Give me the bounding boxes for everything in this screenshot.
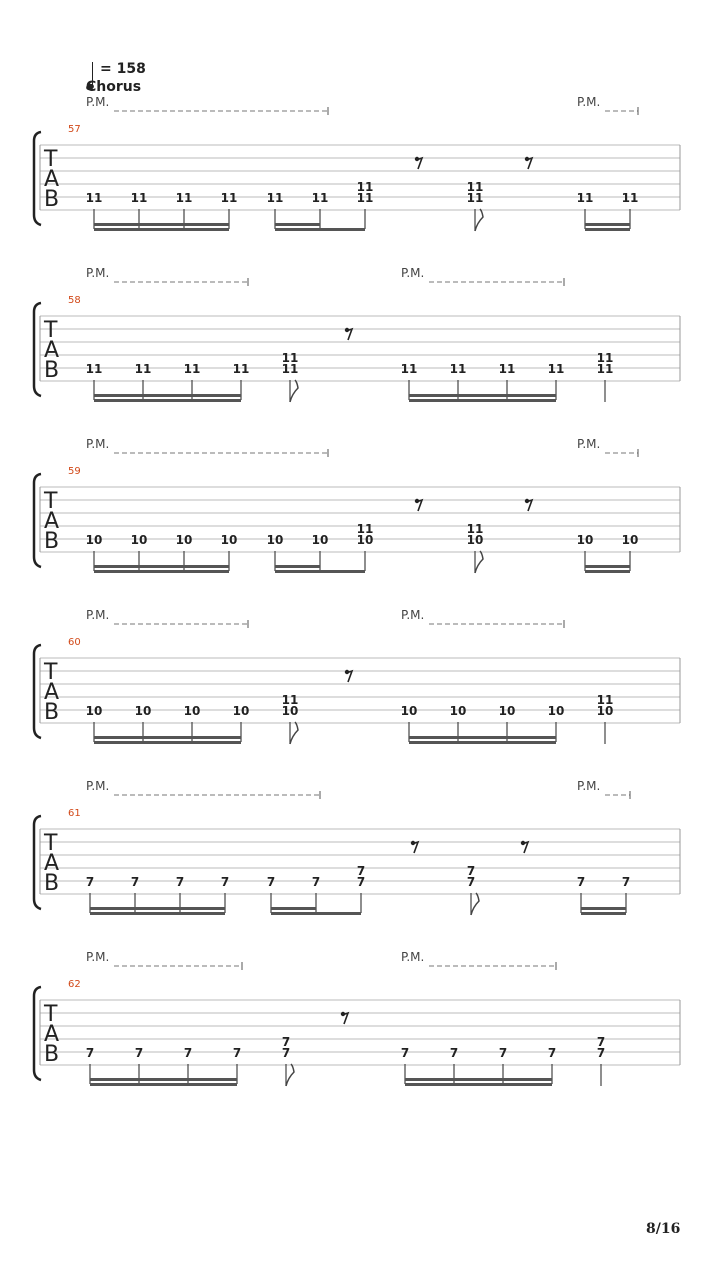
palm-mute-label: P.M.: [577, 97, 601, 109]
fret-number: 11: [449, 362, 467, 376]
fret-number: 11: [596, 362, 614, 376]
fret-number: 7: [466, 875, 476, 889]
fret-number: 11: [281, 351, 299, 365]
fret-number: 10: [576, 533, 594, 547]
tab-clef-letter: A: [44, 680, 60, 705]
fret-number: 11: [220, 191, 238, 205]
beam-secondary: [94, 736, 241, 739]
fret-number: 7: [498, 1046, 508, 1060]
fret-number: 11: [175, 191, 193, 205]
tab-system-measure-58: [0, 268, 720, 418]
beam-secondary: [585, 223, 630, 226]
palm-mute-marking: [401, 610, 564, 628]
tab-clef-letter: A: [44, 509, 60, 534]
fret-number: 10: [466, 533, 484, 547]
tab-staff-svg: [0, 952, 720, 1102]
fret-number: 7: [596, 1046, 606, 1060]
beam: [94, 228, 229, 231]
fret-number: 10: [183, 704, 201, 718]
fret-number: 7: [356, 875, 366, 889]
fret-number: 11: [621, 191, 639, 205]
beam: [316, 912, 361, 915]
eighth-rest-icon: [341, 1012, 348, 1024]
beam: [405, 1083, 552, 1086]
fret-number: 7: [85, 1046, 95, 1060]
fret-number: 10: [400, 704, 418, 718]
fret-number: 10: [175, 533, 193, 547]
fret-number: 10: [311, 533, 329, 547]
fret-number: 11: [466, 522, 484, 536]
tab-note: [282, 693, 299, 744]
eighth-flag-icon: [475, 551, 483, 573]
tab-system-measure-57: [0, 97, 720, 247]
eighth-flag-icon: [290, 722, 298, 744]
fret-number: 7: [547, 1046, 557, 1060]
fret-number: 11: [400, 362, 418, 376]
beam-secondary: [275, 565, 320, 568]
fret-number: 7: [220, 875, 230, 889]
fret-number: 10: [220, 533, 238, 547]
fret-number: 10: [596, 704, 614, 718]
tab-system-measure-60: [0, 610, 720, 760]
tab-note: [357, 180, 374, 229]
tab-clef-letter: A: [44, 167, 60, 192]
fret-number: 10: [449, 704, 467, 718]
eighth-rest-icon: [525, 499, 532, 511]
fret-number: 7: [175, 875, 185, 889]
tab-clef-letter: A: [44, 338, 60, 363]
tab-clef-letter: B: [44, 187, 60, 212]
palm-mute-label: P.M.: [577, 439, 601, 451]
eighth-rest-icon: [345, 328, 352, 340]
fret-number: 10: [498, 704, 516, 718]
tab-clef-letter: T: [44, 831, 58, 856]
tab-staff-svg: [0, 439, 720, 589]
fret-number: 11: [311, 191, 329, 205]
tab-staff-svg: [0, 610, 720, 760]
tab-system-measure-61: [0, 781, 720, 931]
palm-mute-label: P.M.: [577, 781, 601, 793]
fret-number: 10: [281, 704, 299, 718]
fret-number: 11: [266, 191, 284, 205]
beam: [90, 912, 225, 915]
fret-number: 11: [232, 362, 250, 376]
fret-number: 10: [547, 704, 565, 718]
fret-number: 10: [85, 704, 103, 718]
beam: [581, 912, 626, 915]
measure-number: 61: [68, 808, 81, 819]
palm-mute-label: P.M.: [401, 268, 425, 280]
page-number: 8/16: [646, 1221, 681, 1237]
eighth-flag-icon: [286, 1064, 294, 1086]
fret-number: 11: [356, 191, 374, 205]
tab-clef-letter: B: [44, 1042, 60, 1067]
fret-number: 10: [85, 533, 103, 547]
tab-note: [597, 693, 614, 744]
fret-number: 11: [466, 191, 484, 205]
fret-number: 11: [356, 522, 374, 536]
beam-secondary: [94, 565, 229, 568]
palm-mute-marking: [577, 97, 638, 115]
tab-note: [282, 351, 299, 402]
beam-secondary: [90, 1078, 237, 1081]
beam: [94, 741, 241, 744]
tempo-text: = 158: [100, 61, 146, 77]
tab-clef-letter: A: [44, 851, 60, 876]
tab-note: [357, 864, 365, 913]
fret-number: 11: [547, 362, 565, 376]
beam: [271, 912, 316, 915]
fret-number: 10: [134, 704, 152, 718]
tab-system-measure-62: [0, 952, 720, 1102]
measure-number: 59: [68, 466, 81, 477]
tab-clef-letter: A: [44, 1022, 60, 1047]
measure-number: 58: [68, 295, 81, 306]
palm-mute-marking: [86, 439, 328, 457]
palm-mute-marking: [86, 97, 328, 115]
fret-number: 11: [85, 191, 103, 205]
beam: [320, 570, 365, 573]
fret-number: 7: [266, 875, 276, 889]
tab-clef-letter: T: [44, 1002, 58, 1027]
eighth-rest-icon: [415, 157, 422, 169]
eighth-flag-icon: [471, 893, 479, 915]
eighth-rest-icon: [345, 670, 352, 682]
beam-secondary: [271, 907, 316, 910]
fret-number: 10: [232, 704, 250, 718]
fret-number: 11: [85, 362, 103, 376]
fret-number: 10: [356, 533, 374, 547]
beam-secondary: [581, 907, 626, 910]
palm-mute-marking: [401, 268, 564, 286]
tab-clef-letter: B: [44, 871, 60, 896]
fret-number: 11: [498, 362, 516, 376]
fret-number: 11: [183, 362, 201, 376]
fret-number: 11: [130, 191, 148, 205]
beam: [275, 228, 320, 231]
palm-mute-marking: [577, 439, 638, 457]
fret-number: 7: [400, 1046, 410, 1060]
tab-note: [357, 522, 374, 571]
tab-staff-svg: [0, 781, 720, 931]
beam-secondary: [409, 736, 556, 739]
palm-mute-label: P.M.: [401, 610, 425, 622]
tab-clef-letter: T: [44, 489, 58, 514]
palm-mute-label: P.M.: [86, 781, 110, 793]
measure-number: 62: [68, 979, 81, 990]
eighth-flag-icon: [475, 209, 483, 231]
eighth-rest-icon: [525, 157, 532, 169]
beam-secondary: [94, 394, 241, 397]
palm-mute-label: P.M.: [86, 610, 110, 622]
beam-secondary: [90, 907, 225, 910]
tab-system-measure-59: [0, 439, 720, 589]
beam: [409, 741, 556, 744]
tab-staff-svg: [0, 97, 720, 247]
fret-number: 7: [85, 875, 95, 889]
fret-number: 11: [596, 351, 614, 365]
palm-mute-marking: [86, 781, 320, 799]
tab-clef-letter: B: [44, 529, 60, 554]
tab-clef-letter: B: [44, 358, 60, 383]
fret-number: 10: [621, 533, 639, 547]
fret-number: 11: [134, 362, 152, 376]
beam: [320, 228, 365, 231]
fret-number: 7: [449, 1046, 459, 1060]
palm-mute-marking: [86, 610, 248, 628]
beam: [409, 399, 556, 402]
beam-secondary: [94, 223, 229, 226]
fret-number: 11: [576, 191, 594, 205]
eighth-rest-icon: [411, 841, 418, 853]
tab-note: [467, 864, 479, 915]
fret-number: 7: [130, 875, 140, 889]
beam: [275, 570, 320, 573]
tab-staff-svg: [0, 268, 720, 418]
measure-number: 60: [68, 637, 81, 648]
beam-secondary: [275, 223, 320, 226]
tab-note: [597, 1035, 605, 1086]
fret-number: 7: [576, 875, 586, 889]
beam-secondary: [585, 565, 630, 568]
beam-secondary: [409, 394, 556, 397]
beam: [94, 570, 229, 573]
tab-note: [597, 351, 614, 402]
fret-number: 7: [621, 875, 631, 889]
fret-number: 7: [232, 1046, 242, 1060]
palm-mute-marking: [401, 952, 556, 970]
palm-mute-marking: [86, 952, 242, 970]
palm-mute-label: P.M.: [401, 952, 425, 964]
measure-number: 57: [68, 124, 81, 135]
fret-number: 11: [596, 693, 614, 707]
beam: [94, 399, 241, 402]
beam: [585, 228, 630, 231]
fret-number: 7: [134, 1046, 144, 1060]
eighth-rest-icon: [521, 841, 528, 853]
fret-number: 7: [183, 1046, 193, 1060]
fret-number: 11: [356, 180, 374, 194]
fret-number: 7: [596, 1035, 606, 1049]
fret-number: 10: [130, 533, 148, 547]
fret-number: 7: [311, 875, 321, 889]
tab-note: [282, 1035, 294, 1086]
fret-number: 7: [281, 1035, 291, 1049]
fret-number: 11: [281, 693, 299, 707]
tab-clef-letter: T: [44, 318, 58, 343]
eighth-flag-icon: [290, 380, 298, 402]
eighth-rest-icon: [415, 499, 422, 511]
palm-mute-marking: [577, 781, 630, 799]
beam-secondary: [405, 1078, 552, 1081]
fret-number: 7: [281, 1046, 291, 1060]
fret-number: 11: [281, 362, 299, 376]
tab-note: [467, 522, 484, 573]
palm-mute-label: P.M.: [86, 439, 110, 451]
tab-clef-letter: B: [44, 700, 60, 725]
fret-number: 7: [466, 864, 476, 878]
tab-clef-letter: T: [44, 147, 58, 172]
beam: [585, 570, 630, 573]
fret-number: 11: [466, 180, 484, 194]
section-label: Chorus: [86, 79, 142, 95]
palm-mute-label: P.M.: [86, 268, 110, 280]
fret-number: 10: [266, 533, 284, 547]
beam: [90, 1083, 237, 1086]
palm-mute-label: P.M.: [86, 952, 110, 964]
palm-mute-label: P.M.: [86, 97, 110, 109]
palm-mute-marking: [86, 268, 248, 286]
tab-clef-letter: T: [44, 660, 58, 685]
tab-note: [467, 180, 484, 231]
fret-number: 7: [356, 864, 366, 878]
